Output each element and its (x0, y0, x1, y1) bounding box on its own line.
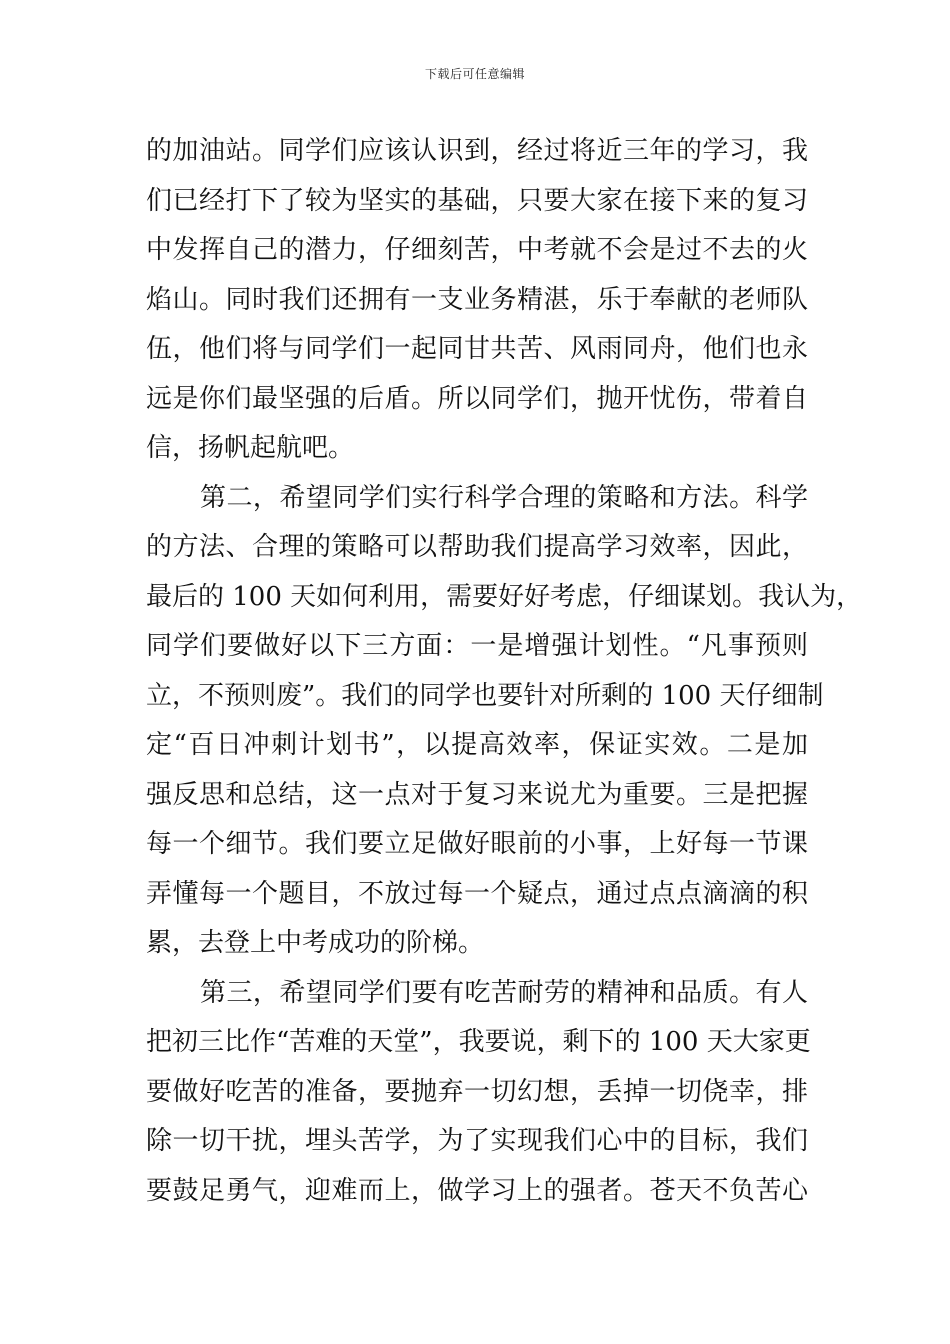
page-header: 下载后可任意编辑 (424, 67, 525, 81)
text-line: 最后的 100 天如何利用，需要好好考虑，仔细谋划。我认为， (146, 581, 863, 612)
text-line: 第三，希望同学们要有吃苦耐劳的精神和品质。有人 (200, 977, 808, 1008)
text-line: 定“百日冲刺计划书”，以提高效率，保证实效。二是加 (146, 730, 808, 760)
text-line: 的方法、合理的策略可以帮助我们提高学习效率，因此， (146, 532, 808, 562)
text-line: 第二，希望同学们实行科学合理的策略和方法。科学 (200, 482, 808, 513)
text-line: 强反思和总结，这一点对于复习来说尤为重要。三是把握 (146, 779, 808, 810)
text-line: 每一个细节。我们要立足做好眼前的小事，上好每一节课 (146, 829, 808, 859)
text-line: 的加油站。同学们应该认识到，经过将近三年的学习，我 (146, 136, 808, 166)
text-line: 要做好吃苦的准备，要抛弃一切幻想，丢掉一切侥幸，排 (146, 1076, 808, 1107)
text-line: 立，不预则废”。我们的同学也要针对所剩的 100 天仔细制 (146, 680, 824, 711)
text-line: 累，去登上中考成功的阶梯。 (146, 928, 485, 958)
text-line: 把初三比作“苦难的天堂”，我要说，剩下的 100 天大家更 (146, 1027, 811, 1057)
text-line: 信，扬帆起航吧。 (146, 433, 355, 463)
text-line: 焰山。同时我们还拥有一支业务精湛，乐于奉献的老师队 (146, 284, 808, 315)
text-line: 弄懂每一个题目，不放过每一个疑点，通过点点滴滴的积 (146, 878, 808, 909)
text-line: 中发挥自己的潜力，仔细刻苦，中考就不会是过不去的火 (146, 235, 808, 265)
text-line: 要鼓足勇气，迎难而上，做学习上的强者。苍天不负苦心 (146, 1175, 808, 1206)
text-line: 除一切干扰，埋头苦学，为了实现我们心中的目标，我们 (146, 1126, 808, 1156)
document-body (146, 127, 863, 1216)
text-line: 们已经打下了较为坚实的基础，只要大家在接下来的复习 (146, 185, 808, 216)
text-line: 同学们要做好以下三方面：一是增强计划性。“凡事预则 (146, 631, 808, 661)
text-line: 伍，他们将与同学们一起同甘共苦、风雨同舟，他们也永 (146, 334, 808, 364)
text-line: 远是你们最坚强的后盾。所以同学们，抛开忧伤，带着自 (146, 383, 808, 414)
